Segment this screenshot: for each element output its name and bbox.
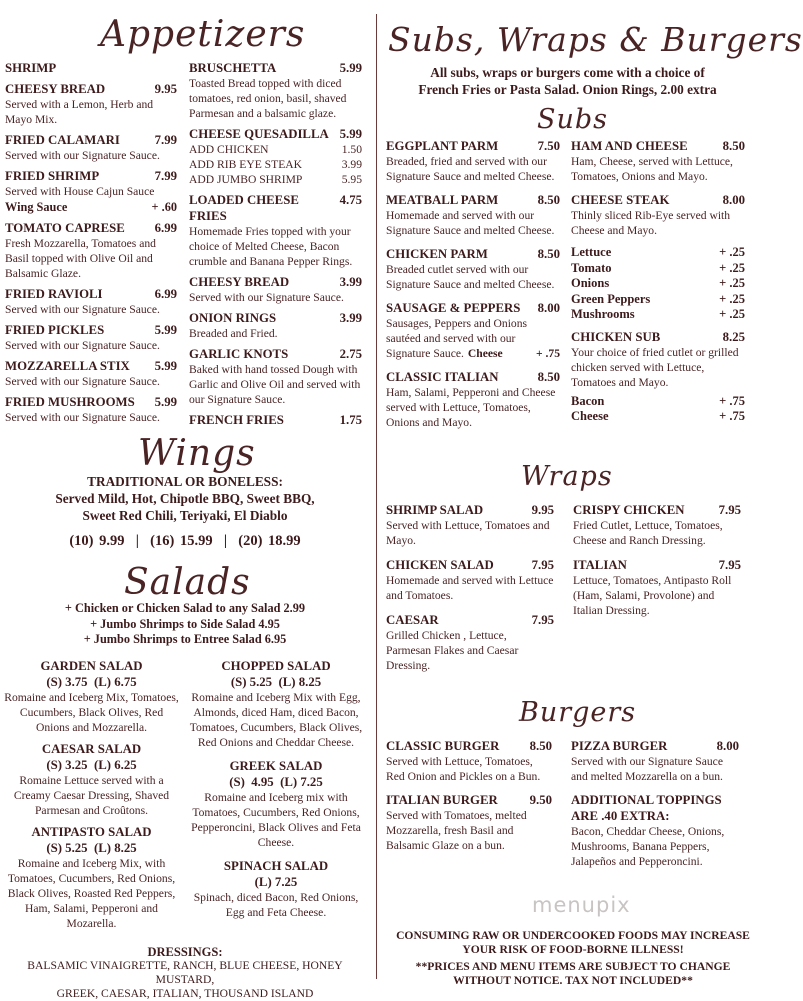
menu-item-price: 7.95 — [531, 558, 554, 572]
salads-left-column — [4, 658, 179, 937]
wraps-heading: Wraps — [521, 461, 613, 492]
menu-item-price: 7.95 — [531, 613, 554, 627]
menu-item-description — [386, 385, 560, 430]
menu-item-name: FRENCH FRIES — [189, 413, 284, 427]
salad-price: (S) 3.25 (L) 6.25 — [46, 758, 137, 772]
menu-item-description — [5, 148, 177, 163]
menu-item-description — [571, 345, 745, 390]
salad-item — [187, 658, 365, 750]
price-notice-1: **PRICES AND MENU ITEMS ARE SUBJECT TO CHANGE — [415, 960, 731, 973]
menu-item-description — [5, 236, 177, 281]
menu-item-name: ONION RINGS — [189, 311, 277, 325]
option-price: 5.95 — [341, 173, 362, 186]
menu-item-description — [573, 518, 741, 548]
dressings-label: DRESSINGS: — [147, 945, 223, 959]
menu-item-description — [189, 290, 362, 305]
menu-item-price: 1.75 — [339, 413, 362, 427]
menu-item — [386, 192, 560, 238]
menu-item-name: CHEESY BREAD — [189, 275, 290, 289]
menu-item-description — [571, 824, 739, 869]
menu-item-description — [386, 154, 560, 184]
menu-item-name: CHEESE STEAK — [571, 193, 670, 207]
salad-addon-line: + Jumbo Shrimps to Side Salad 4.95 — [90, 616, 280, 631]
menu-item-name: TOMATO CAPRESE — [5, 221, 125, 235]
menu-item-name: EGGPLANT PARM — [386, 139, 499, 153]
raw-food-warning-2: YOUR RISK OF FOOD-BORNE ILLNESS! — [462, 942, 684, 956]
menu-item-header — [5, 322, 177, 338]
menu-item-name: ITALIAN — [573, 558, 627, 572]
subs-note-line-1: All subs, wraps or burgers come with a choice of — [430, 65, 705, 80]
menu-item-description-text: Served with our Signature Sauce. — [5, 375, 160, 388]
menu-item-description-text: Breaded cutlet served with our Signature Sauce and melted Cheese. — [386, 263, 555, 291]
menu-item-name: FRIED CALAMARI — [5, 133, 120, 147]
menu-item-extra-price: + .60 — [151, 200, 177, 214]
menu-item-price: 3.99 — [339, 311, 362, 325]
menu-item — [189, 346, 362, 407]
menu-item-name: CRISPY CHICKEN — [573, 503, 685, 517]
option-label: ADD RIB EYE STEAK — [189, 158, 303, 171]
topping-addon — [571, 245, 745, 261]
burgers-left-column — [386, 738, 552, 861]
menu-item-description-text: Ham, Salami, Pepperoni and Cheese served with Lettuce, Tomatoes, Onions and Mayo. — [386, 386, 556, 429]
menu-item-description-text: Served with our Signature Sauce. — [5, 339, 160, 352]
topping-price: + .25 — [719, 260, 745, 275]
menu-item-description — [571, 754, 739, 784]
menu-item — [189, 126, 362, 187]
menu-item-header — [189, 346, 362, 362]
dressings-line-2: GREEK, CAESAR, ITALIAN, THOUSAND ISLAND — [56, 987, 314, 1000]
menu-item-name: FRIED MUSHROOMS — [5, 395, 135, 409]
appetizers-right-column — [189, 60, 362, 433]
menu-item-header — [5, 220, 177, 236]
menu-item-description-text: Breaded, fried and served with our Signature Sauce and melted Cheese. — [386, 155, 555, 183]
menu-item — [386, 738, 552, 784]
menu-item-description — [386, 518, 554, 548]
menu-item-description-text: Served with Tomatoes, melted Mozzarella, fresh Basil and Balsamic Glaze on a bun. — [386, 809, 527, 852]
menu-item-description — [5, 374, 177, 389]
burgers-heading: Burgers — [519, 697, 637, 728]
menu-item-header — [189, 60, 362, 76]
menu-item-price: 5.99 — [154, 323, 177, 337]
menu-item-name: MOZZARELLA STIX — [5, 359, 130, 373]
topping-price: + .25 — [719, 291, 745, 306]
menu-item-header — [5, 81, 177, 97]
menu-item-name: ADDITIONAL TOPPINGS — [571, 793, 722, 807]
topping-label: Lettuce — [571, 245, 612, 259]
menu-item — [189, 412, 362, 428]
menu-item-name: CLASSIC BURGER — [386, 739, 500, 753]
menu-item-description-text: Served with our Signature Sauce. — [5, 303, 160, 316]
menu-item — [386, 246, 560, 292]
menu-item-name: BRUSCHETTA — [189, 61, 277, 75]
salad-description: Romaine and Iceberg Mix, Tomatoes, Cucumbers, Black Olives, Red Onions and Mozzarella. — [4, 691, 179, 734]
menu-item — [571, 138, 745, 184]
menu-item — [5, 220, 177, 281]
salad-price: (S) 4.95 (L) 7.25 — [229, 775, 323, 789]
menu-item-header — [5, 286, 177, 302]
menu-item-price: 9.50 — [529, 793, 552, 807]
menu-item-header — [386, 502, 554, 518]
menu-item-header — [189, 192, 362, 224]
salad-addon-line: + Jumbo Shrimps to Entree Salad 6.95 — [83, 632, 287, 646]
menu-item-header — [189, 126, 362, 142]
menu-item — [189, 274, 362, 305]
menu-item — [386, 138, 560, 184]
salad-item — [4, 824, 179, 931]
salad-price: (S) 3.75 (L) 6.75 — [46, 675, 137, 689]
menu-item-price: 7.99 — [154, 169, 177, 183]
menupix-watermark: menupix — [532, 893, 631, 917]
dressings-line-1: BALSAMIC VINAIGRETTE, RANCH, BLUE CHEESE, HONEY MUSTARD, — [27, 959, 343, 986]
menu-item-description — [5, 302, 177, 317]
menu-item-header — [386, 300, 560, 316]
menu-item-price: 3.99 — [339, 275, 362, 289]
topping-price: + .75 — [719, 393, 745, 408]
menu-item-price: 8.00 — [537, 301, 560, 315]
menu-item-header — [571, 192, 745, 208]
menu-item — [386, 369, 560, 430]
menu-item-description-text: Served with our Signature Sauce. — [5, 411, 160, 424]
subs-note — [380, 64, 755, 98]
menu-item-header — [571, 329, 745, 345]
menu-item-description — [386, 573, 554, 603]
menu-item — [5, 168, 177, 215]
menu-item-header — [5, 358, 177, 374]
menu-item-description — [386, 262, 560, 292]
menu-item-header — [386, 369, 560, 385]
menu-item-header — [386, 192, 560, 208]
menu-item-name: CHICKEN SUB — [571, 329, 661, 344]
menu-item-header — [386, 246, 560, 262]
menu-item-header — [573, 502, 741, 518]
topping-label: Onions — [571, 276, 610, 290]
menu-item-description-text: Served with our Signature Sauce and melted Mozzarella on a bun. — [571, 755, 723, 783]
menu-item — [386, 612, 554, 673]
menu-item-description — [189, 224, 362, 269]
menu-item-price: 8.50 — [537, 370, 560, 384]
salad-item — [4, 741, 179, 818]
subs-note-line-2: French Fries or Pasta Salad. Onion Rings, 2.00 extra — [418, 82, 717, 97]
salad-price: (S) 5.25 (L) 8.25 — [46, 841, 137, 855]
salads-heading: Salads — [124, 562, 251, 603]
menu-item-price: 5.99 — [339, 61, 362, 75]
menu-item-description — [5, 410, 177, 425]
menu-item-description-text: Served with our Signature Sauce. — [5, 149, 160, 162]
wings-prices: (10) 9.99 | (16) 15.99 | (20) 18.99 — [69, 533, 301, 549]
menu-item-description-text: Baked with hand tossed Dough with Garlic and Olive Oil and served with our Signature Sauce. — [189, 363, 361, 406]
wings-heading: Wings — [138, 433, 256, 474]
appetizers-left-column — [5, 60, 177, 430]
wings-line-3: Sweet Red Chili, Teriyaki, El Diablo — [82, 508, 288, 523]
menu-item-name: SAUSAGE & PEPPERS — [386, 301, 521, 315]
menu-item-description — [189, 362, 362, 407]
menu-item-price: 8.50 — [537, 247, 560, 261]
menu-item-name: FRIED PICKLES — [5, 323, 105, 337]
menu-item-price: 4.75 — [339, 193, 362, 207]
menu-item-price: 8.25 — [722, 329, 745, 344]
menu-item-extra-name: Cheese — [467, 347, 503, 360]
salad-name: SPINACH SALAD — [223, 859, 329, 873]
menu-item-name: ITALIAN BURGER — [386, 793, 498, 807]
menu-item — [5, 358, 177, 389]
menu-item-header — [386, 792, 552, 808]
wings-line-2: Served Mild, Hot, Chipotle BBQ, Sweet BBQ, — [55, 491, 315, 506]
option-label: ADD JUMBO SHRIMP — [189, 173, 303, 186]
option-label: ADD CHICKEN — [189, 143, 269, 156]
menu-item-header — [5, 60, 177, 76]
menu-item-option — [189, 142, 362, 157]
menu-item-name: HAM AND CHEESE — [571, 139, 688, 153]
subs-right-column — [571, 138, 745, 425]
menu-item-name: LOADED CHEESE FRIES — [189, 193, 299, 223]
menu-item-description — [386, 628, 554, 673]
topping-addon — [571, 276, 745, 292]
menu-item-header — [571, 138, 745, 154]
menu-item — [571, 792, 739, 869]
salad-name: ANTIPASTO SALAD — [31, 825, 152, 839]
salad-price: (L) 7.25 — [254, 875, 298, 889]
menu-item-price: 7.95 — [718, 503, 741, 517]
price-notice-2: WITHOUT NOTICE. TAX NOT INCLUDED** — [453, 973, 693, 987]
salad-name: GREEK SALAD — [229, 759, 323, 773]
menu-item-name: FRIED SHRIMP — [5, 169, 100, 183]
menu-item — [571, 329, 745, 390]
topping-label: Green Peppers — [571, 291, 651, 306]
menu-item-header — [573, 557, 741, 573]
topping-addon — [571, 261, 745, 277]
menu-item — [386, 792, 552, 853]
menu-item-description-text: Served with our Signature Sauce. — [189, 291, 344, 304]
menu-item-description-text: Bacon, Cheddar Cheese, Onions, Mushrooms, Banana Peppers, Jalapeños and Pepperoncini. — [571, 825, 725, 868]
menu-item-name: CHEESE QUESADILLA — [189, 127, 329, 141]
menu-item-header — [386, 612, 554, 628]
menu-item-description-text: Homemade and served with our Signature Sauce and melted Cheese. — [386, 209, 555, 237]
menu-item — [571, 738, 739, 784]
menu-item-name: PIZZA BURGER — [571, 739, 668, 753]
menu-item-header — [189, 310, 362, 326]
menu-item-extra-name: Wing Sauce — [5, 200, 68, 214]
menu-item-description-text: Thinly sliced Rib-Eye served with Cheese and Mayo. — [571, 209, 731, 237]
menu-item-description-text: Fried Cutlet, Lettuce, Tomatoes, Cheese and Ranch Dressing. — [573, 519, 723, 547]
menu-item-name: CHEESY BREAD — [5, 82, 106, 96]
menu-item-description-text: Fresh Mozzarella, Tomatoes and Basil topped with Olive Oil and Balsamic Glaze. — [5, 237, 156, 280]
menu-item-name: CLASSIC ITALIAN — [386, 370, 499, 384]
subs-heading: Subs — [537, 104, 609, 135]
wraps-right-column — [573, 502, 741, 627]
menu-item-price: 5.99 — [339, 127, 362, 141]
topping-addon — [571, 292, 745, 308]
menu-item-description-text: Served with Lettuce, Tomatoes and Mayo. — [386, 519, 550, 547]
salad-addons — [5, 601, 365, 648]
menu-item-price: 8.00 — [716, 739, 739, 753]
menu-item — [573, 557, 741, 618]
menu-item-name: SHRIMP — [5, 61, 57, 75]
menu-item-description — [573, 573, 741, 618]
menu-item-name: CAESAR — [386, 613, 439, 627]
menu-item-name: FRIED RAVIOLI — [5, 287, 103, 301]
menu-item-header — [5, 394, 177, 410]
menu-item-header — [386, 557, 554, 573]
menu-item-extra-price: + .75 — [536, 347, 560, 360]
appetizers-heading: Appetizers — [100, 14, 306, 55]
menu-item-description-text: Served with House Cajun Sauce — [5, 185, 155, 198]
salad-name: CAESAR SALAD — [41, 742, 142, 756]
menu-item — [5, 60, 177, 76]
salad-price: (S) 5.25 (L) 8.25 — [230, 675, 322, 689]
menu-item-price: 9.95 — [154, 82, 177, 96]
menu-item — [5, 322, 177, 353]
menu-item-price: 6.99 — [154, 221, 177, 235]
menu-item-header — [386, 138, 560, 154]
menu-item-description-text: Sausages, Peppers and Onions sautéed and served with our Signature Sauce. — [386, 317, 528, 360]
menu-item-price: 5.99 — [154, 359, 177, 373]
salad-item — [187, 858, 365, 920]
menu-item-description — [386, 808, 552, 853]
salad-description: Romaine Lettuce served with a Creamy Caesar Dressing, Shaved Parmesan and Croûtons. — [13, 774, 170, 817]
menu-item-description-text: Served with a Lemon, Herb and Mayo Mix. — [5, 98, 154, 126]
burgers-right-column — [571, 738, 739, 877]
salads-right-column — [187, 658, 365, 928]
menu-item-price: 8.00 — [722, 193, 745, 207]
menu-item-description-text: Ham, Cheese, served with Lettuce, Tomatoes, Onions and Mayo. — [571, 155, 733, 183]
topping-addon — [571, 409, 745, 425]
wings-block — [5, 473, 365, 551]
topping-price: + .25 — [719, 307, 745, 321]
menu-item-name: CHICKEN PARM — [386, 247, 488, 261]
salad-description: Romaine and Iceberg Mix with Egg, Almonds, diced Ham, diced Bacon, Tomatoes, Cucumbers, Black Olives, Red Onions and Cheddar Cheese. — [189, 691, 363, 749]
menu-item-description-text: Breaded and Fried. — [189, 327, 278, 340]
menu-item-description — [386, 208, 560, 238]
subs-left-column — [386, 138, 560, 438]
wraps-left-column — [386, 502, 554, 682]
menu-item-header — [189, 412, 362, 428]
menu-item — [5, 394, 177, 425]
menu-item-description — [5, 338, 177, 353]
menu-item-description-text: Grilled Chicken , Lettuce, Parmesan Flakes and Caesar Dressing. — [386, 629, 519, 672]
menu-item-name: MEATBALL PARM — [386, 193, 499, 207]
salad-description: Romaine and Iceberg Mix, with Tomatoes, Cucumbers, Red Onions, Black Olives, Roasted Red Peppers, Ham, Salami, Pepperoni and Mozarella. — [7, 857, 176, 930]
menu-item-header — [571, 738, 739, 754]
menu-item-description — [571, 154, 745, 184]
menu-item-price: 6.99 — [154, 287, 177, 301]
menu-item — [386, 300, 560, 361]
topping-label: Tomato — [571, 260, 612, 275]
menu-item — [386, 557, 554, 603]
topping-price: + .75 — [719, 409, 745, 423]
salad-addon-line: + Chicken or Chicken Salad to any Salad 2.99 — [64, 601, 306, 615]
option-price: 3.99 — [341, 158, 362, 171]
menu-item-header — [5, 168, 177, 184]
menu-item-price: 5.99 — [154, 395, 177, 409]
topping-label: Cheese — [571, 409, 609, 423]
salad-item — [187, 758, 365, 850]
column-divider — [376, 14, 377, 979]
menu-item-description-text: Toasted Bread topped with diced tomatoes, red onion, basil, shaved Parmesan and a balsamic glaze. — [189, 77, 347, 120]
menu-item-header — [571, 792, 739, 808]
raw-food-warning-1: CONSUMING RAW OR UNDERCOOKED FOODS MAY INCREASE — [396, 929, 750, 942]
footer-warnings — [380, 929, 766, 987]
menu-item-name: CHICKEN SALAD — [386, 558, 494, 572]
salad-name: GARDEN SALAD — [40, 659, 143, 673]
menu-item-price: 7.95 — [718, 558, 741, 572]
subs-wraps-burgers-heading: Subs, Wraps & Burgers — [388, 20, 803, 59]
menu-item-price: 8.50 — [722, 139, 745, 153]
topping-label: Mushrooms — [571, 307, 635, 321]
salad-name: CHOPPED SALAD — [221, 659, 331, 673]
menu-item-description — [5, 97, 177, 127]
menu-item-description-text: Homemade Fries topped with your choice of Melted Cheese, Bacon crumble and Banana Pepper Rings. — [189, 225, 353, 268]
menu-item-description — [386, 316, 560, 361]
menu-item-description-text: Homemade and served with Lettuce and Tomatoes. — [386, 574, 554, 602]
menu-item-price: 8.50 — [529, 739, 552, 753]
topping-price: + .25 — [719, 276, 745, 290]
menu-item-name: GARLIC KNOTS — [189, 347, 289, 361]
option-price: 1.50 — [341, 143, 362, 156]
menu-item-description-text: Served with Lettuce, Tomatoes, Red Onion and Pickles on a Bun. — [386, 755, 541, 783]
wings-line-1: TRADITIONAL OR BONELESS: — [87, 474, 283, 489]
menu-item — [5, 286, 177, 317]
menu-item-name: SHRIMP SALAD — [386, 503, 484, 517]
menu-item-description — [189, 76, 362, 121]
menu-item — [5, 81, 177, 127]
menu-item-header — [386, 738, 552, 754]
topping-addon — [571, 307, 745, 323]
menu-item-price: 8.50 — [537, 193, 560, 207]
topping-addon — [571, 394, 745, 410]
menu-item-header — [5, 132, 177, 148]
menu-item-description — [5, 184, 177, 199]
menu-item-price: 7.50 — [537, 139, 560, 153]
menu-item-description-text: Your choice of fried cutlet or grilled chicken served with Lettuce, Tomatoes and Mayo. — [571, 345, 739, 389]
menu-item-description — [386, 754, 552, 784]
menu-item — [189, 310, 362, 341]
salad-description: Romaine and Iceberg mix with Tomatoes, Cucumbers, Red Onions, Pepperoncini, Black Olives and Feta Cheese. — [191, 791, 361, 849]
menu-item-option — [189, 157, 362, 172]
topping-price: + .25 — [719, 245, 745, 259]
menu-item — [386, 502, 554, 548]
menu-item — [189, 192, 362, 269]
menu-item-description — [189, 326, 362, 341]
menu-item-price: 2.75 — [339, 347, 362, 361]
menu-item — [573, 502, 741, 548]
dressings-block — [0, 945, 370, 1001]
salad-description: Spinach, diced Bacon, Red Onions, Egg and Feta Cheese. — [193, 891, 359, 919]
menu-item-price: 9.95 — [531, 503, 554, 517]
menu-item — [571, 192, 745, 238]
menu-item-description — [571, 208, 745, 238]
topping-label: Bacon — [571, 393, 605, 408]
menu-item — [5, 132, 177, 163]
menu-item-description-text: Lettuce, Tomatoes, Antipasto Roll (Ham, Salami, Provolone) and Italian Dressing. — [573, 574, 732, 617]
menu-item-option — [189, 172, 362, 187]
menu-item-price: 7.99 — [154, 133, 177, 147]
menu-item — [189, 60, 362, 121]
menu-item-header — [189, 274, 362, 290]
menu-item-name-line-2: ARE .40 EXTRA: — [571, 809, 670, 823]
menu-item-extra — [464, 347, 560, 360]
salad-item — [4, 658, 179, 735]
menu-item-extra — [5, 199, 177, 215]
